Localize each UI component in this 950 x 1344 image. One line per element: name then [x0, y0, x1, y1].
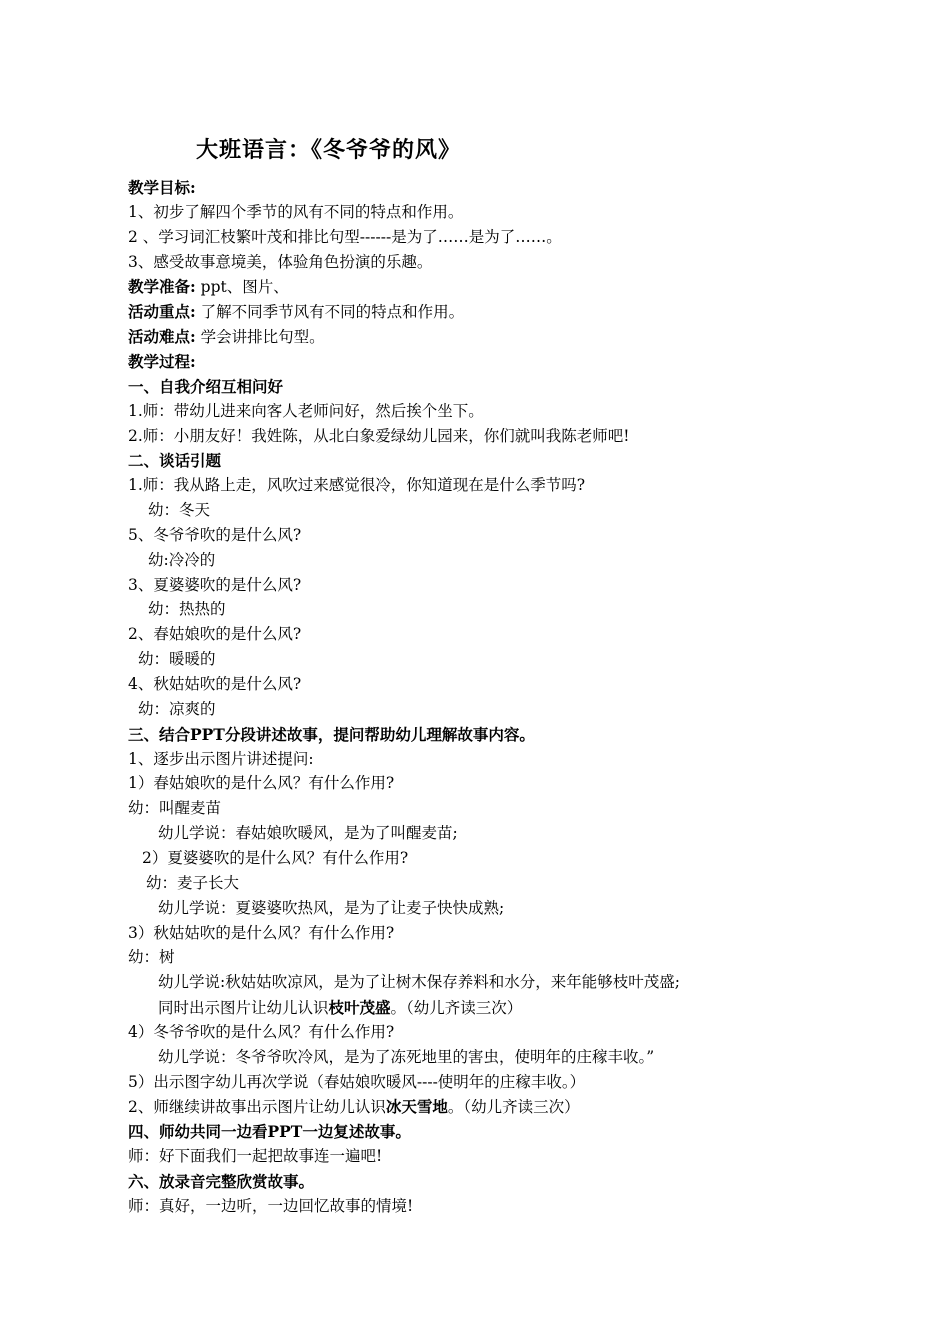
line-text: 了解不同季节风有不同的特点和作用。 — [195, 303, 465, 322]
line-text: 2 、学习词汇枝繁叶茂和排比句型------是为了……是为了……。 — [128, 227, 562, 246]
section-heading — [128, 448, 221, 473]
text-line — [128, 523, 301, 548]
line-text: 幼：凉爽的 — [138, 699, 216, 718]
text-line — [128, 473, 585, 498]
text-line — [142, 846, 408, 871]
line-label: 三、结合PPT分段讲述故事，提问帮助幼儿理解故事内容。 — [128, 724, 535, 744]
line-text: 1.师：带幼儿进来向客人老师问好，然后挨个坐下。 — [128, 401, 484, 420]
document-title: 大班语言：《冬爷爷的风》 — [196, 137, 462, 163]
text-line — [128, 225, 562, 250]
text-line — [128, 274, 289, 299]
line-label: 活动重点: — [128, 302, 196, 322]
line-text: 师：真好，一边听，一边回忆故事的情境! — [128, 1196, 414, 1215]
text-line — [128, 1094, 580, 1119]
line-text: 幼:冷冷的 — [148, 550, 216, 569]
line-text: ppt、图片、 — [195, 278, 289, 297]
text-line — [128, 1070, 585, 1095]
line-text: 2）夏婆婆吹的是什么风？有什么作用? — [142, 848, 409, 867]
text-line — [158, 896, 504, 921]
section-heading — [128, 175, 196, 200]
section-heading — [128, 722, 535, 747]
line-label: 二、谈话引题 — [128, 451, 222, 471]
line-label: 六、放录音完整欣赏故事。 — [128, 1172, 315, 1191]
text-line — [128, 945, 175, 970]
text-line — [158, 970, 680, 995]
line-text: 幼儿学说:秋姑姑吹凉风，是为了让树木保存养料和水分，来年能够枝叶茂盛; — [158, 973, 680, 992]
line-label: 活动难点: — [128, 327, 196, 347]
line-text: 5、冬爷爷吹的是什么风? — [128, 525, 302, 544]
line-text: 4）冬爷爷吹的是什么风？有什么作用? — [128, 1022, 395, 1041]
line-text: 1、初步了解四个季节的风有不同的特点和作用。 — [128, 202, 464, 221]
line-text-after: 。（幼儿齐读三次） — [390, 999, 523, 1018]
line-text: 3、夏婆婆吹的是什么风? — [128, 575, 302, 594]
section-heading — [128, 1169, 314, 1194]
line-text: 幼：树 — [128, 948, 175, 967]
text-line — [148, 498, 210, 523]
line-label: 四、师幼共同一边看PPT一边复述故事。 — [128, 1122, 411, 1142]
line-text: 5）出示图字幼儿再次学说（春姑娘吹暖风----使明年的庄稼丰收。） — [128, 1072, 586, 1091]
line-text: 3）秋姑姑吹的是什么风？有什么作用? — [128, 923, 395, 942]
text-line — [158, 821, 458, 846]
text-line — [158, 1045, 654, 1070]
line-label: 一、自我介绍互相问好 — [128, 376, 284, 396]
text-line — [128, 921, 394, 946]
line-text-after: 。（幼儿齐读三次） — [447, 1098, 580, 1117]
line-text: 幼儿学说：春姑娘吹暖风，是为了叫醒麦苗; — [158, 824, 458, 843]
line-text: 幼：叫醒麦苗 — [128, 799, 222, 818]
text-line — [128, 299, 464, 324]
line-text: 1、逐步出示图片讲述提问: — [128, 749, 314, 768]
text-line — [148, 597, 226, 622]
text-line — [138, 697, 216, 722]
text-line — [128, 1020, 394, 1045]
line-text: 幼：暖暖的 — [138, 650, 216, 669]
line-text: 1.师：我从路上走，风吹过来感觉很冷，你知道现在是什么季节吗? — [128, 476, 586, 495]
line-text: 师：好下面我们一起把故事连一遍吧! — [128, 1147, 383, 1166]
line-label: 教学过程: — [128, 351, 196, 371]
line-text: 2、师继续讲故事出示图片让幼儿认识 — [128, 1098, 386, 1117]
vocab-term: 枝叶茂盛 — [328, 998, 391, 1018]
text-line — [128, 747, 314, 772]
section-heading — [128, 1119, 411, 1144]
text-line — [128, 771, 394, 796]
line-text: 2.师：小朋友好！我姓陈，从北白象爱绿幼儿园来，你们就叫我陈老师吧! — [128, 426, 630, 445]
text-line — [128, 672, 301, 697]
line-text: 3、感受故事意境美，体验角色扮演的乐趣。 — [128, 252, 433, 271]
text-line — [128, 399, 484, 424]
text-line — [146, 871, 239, 896]
text-line — [128, 424, 630, 449]
text-line — [128, 796, 221, 821]
section-heading — [128, 374, 283, 399]
line-text: 幼儿学说：夏婆婆吹热风，是为了让麦子快快成熟; — [158, 898, 505, 917]
line-text: 幼儿学说：冬爷爷吹冷风，是为了冻死地里的害虫，使明年的庄稼丰收。” — [158, 1047, 655, 1066]
text-line — [138, 647, 216, 672]
text-line — [128, 573, 301, 598]
text-line — [128, 622, 301, 647]
text-line — [128, 324, 325, 349]
text-line — [128, 200, 463, 225]
text-line — [158, 995, 522, 1020]
line-text: 幼：热热的 — [148, 600, 226, 619]
text-line — [128, 1144, 382, 1169]
vocab-term: 冰天雪地 — [385, 1097, 448, 1117]
text-line — [148, 548, 215, 573]
line-text: 同时出示图片让幼儿认识 — [158, 999, 329, 1018]
line-text: 4、秋姑姑吹的是什么风? — [128, 675, 302, 693]
line-text: 2、春姑娘吹的是什么风? — [128, 625, 302, 644]
line-text: 幼：麦子长大 — [146, 873, 240, 892]
text-line — [128, 250, 432, 275]
text-line — [128, 1194, 413, 1219]
line-text: 学会讲排比句型。 — [195, 328, 325, 347]
line-text: 幼：冬天 — [148, 501, 211, 520]
line-label: 教学准备: — [128, 277, 196, 297]
line-text: 1）春姑娘吹的是什么风？有什么作用? — [128, 774, 395, 793]
line-label: 教学目标: — [128, 178, 196, 197]
section-heading — [128, 349, 196, 374]
